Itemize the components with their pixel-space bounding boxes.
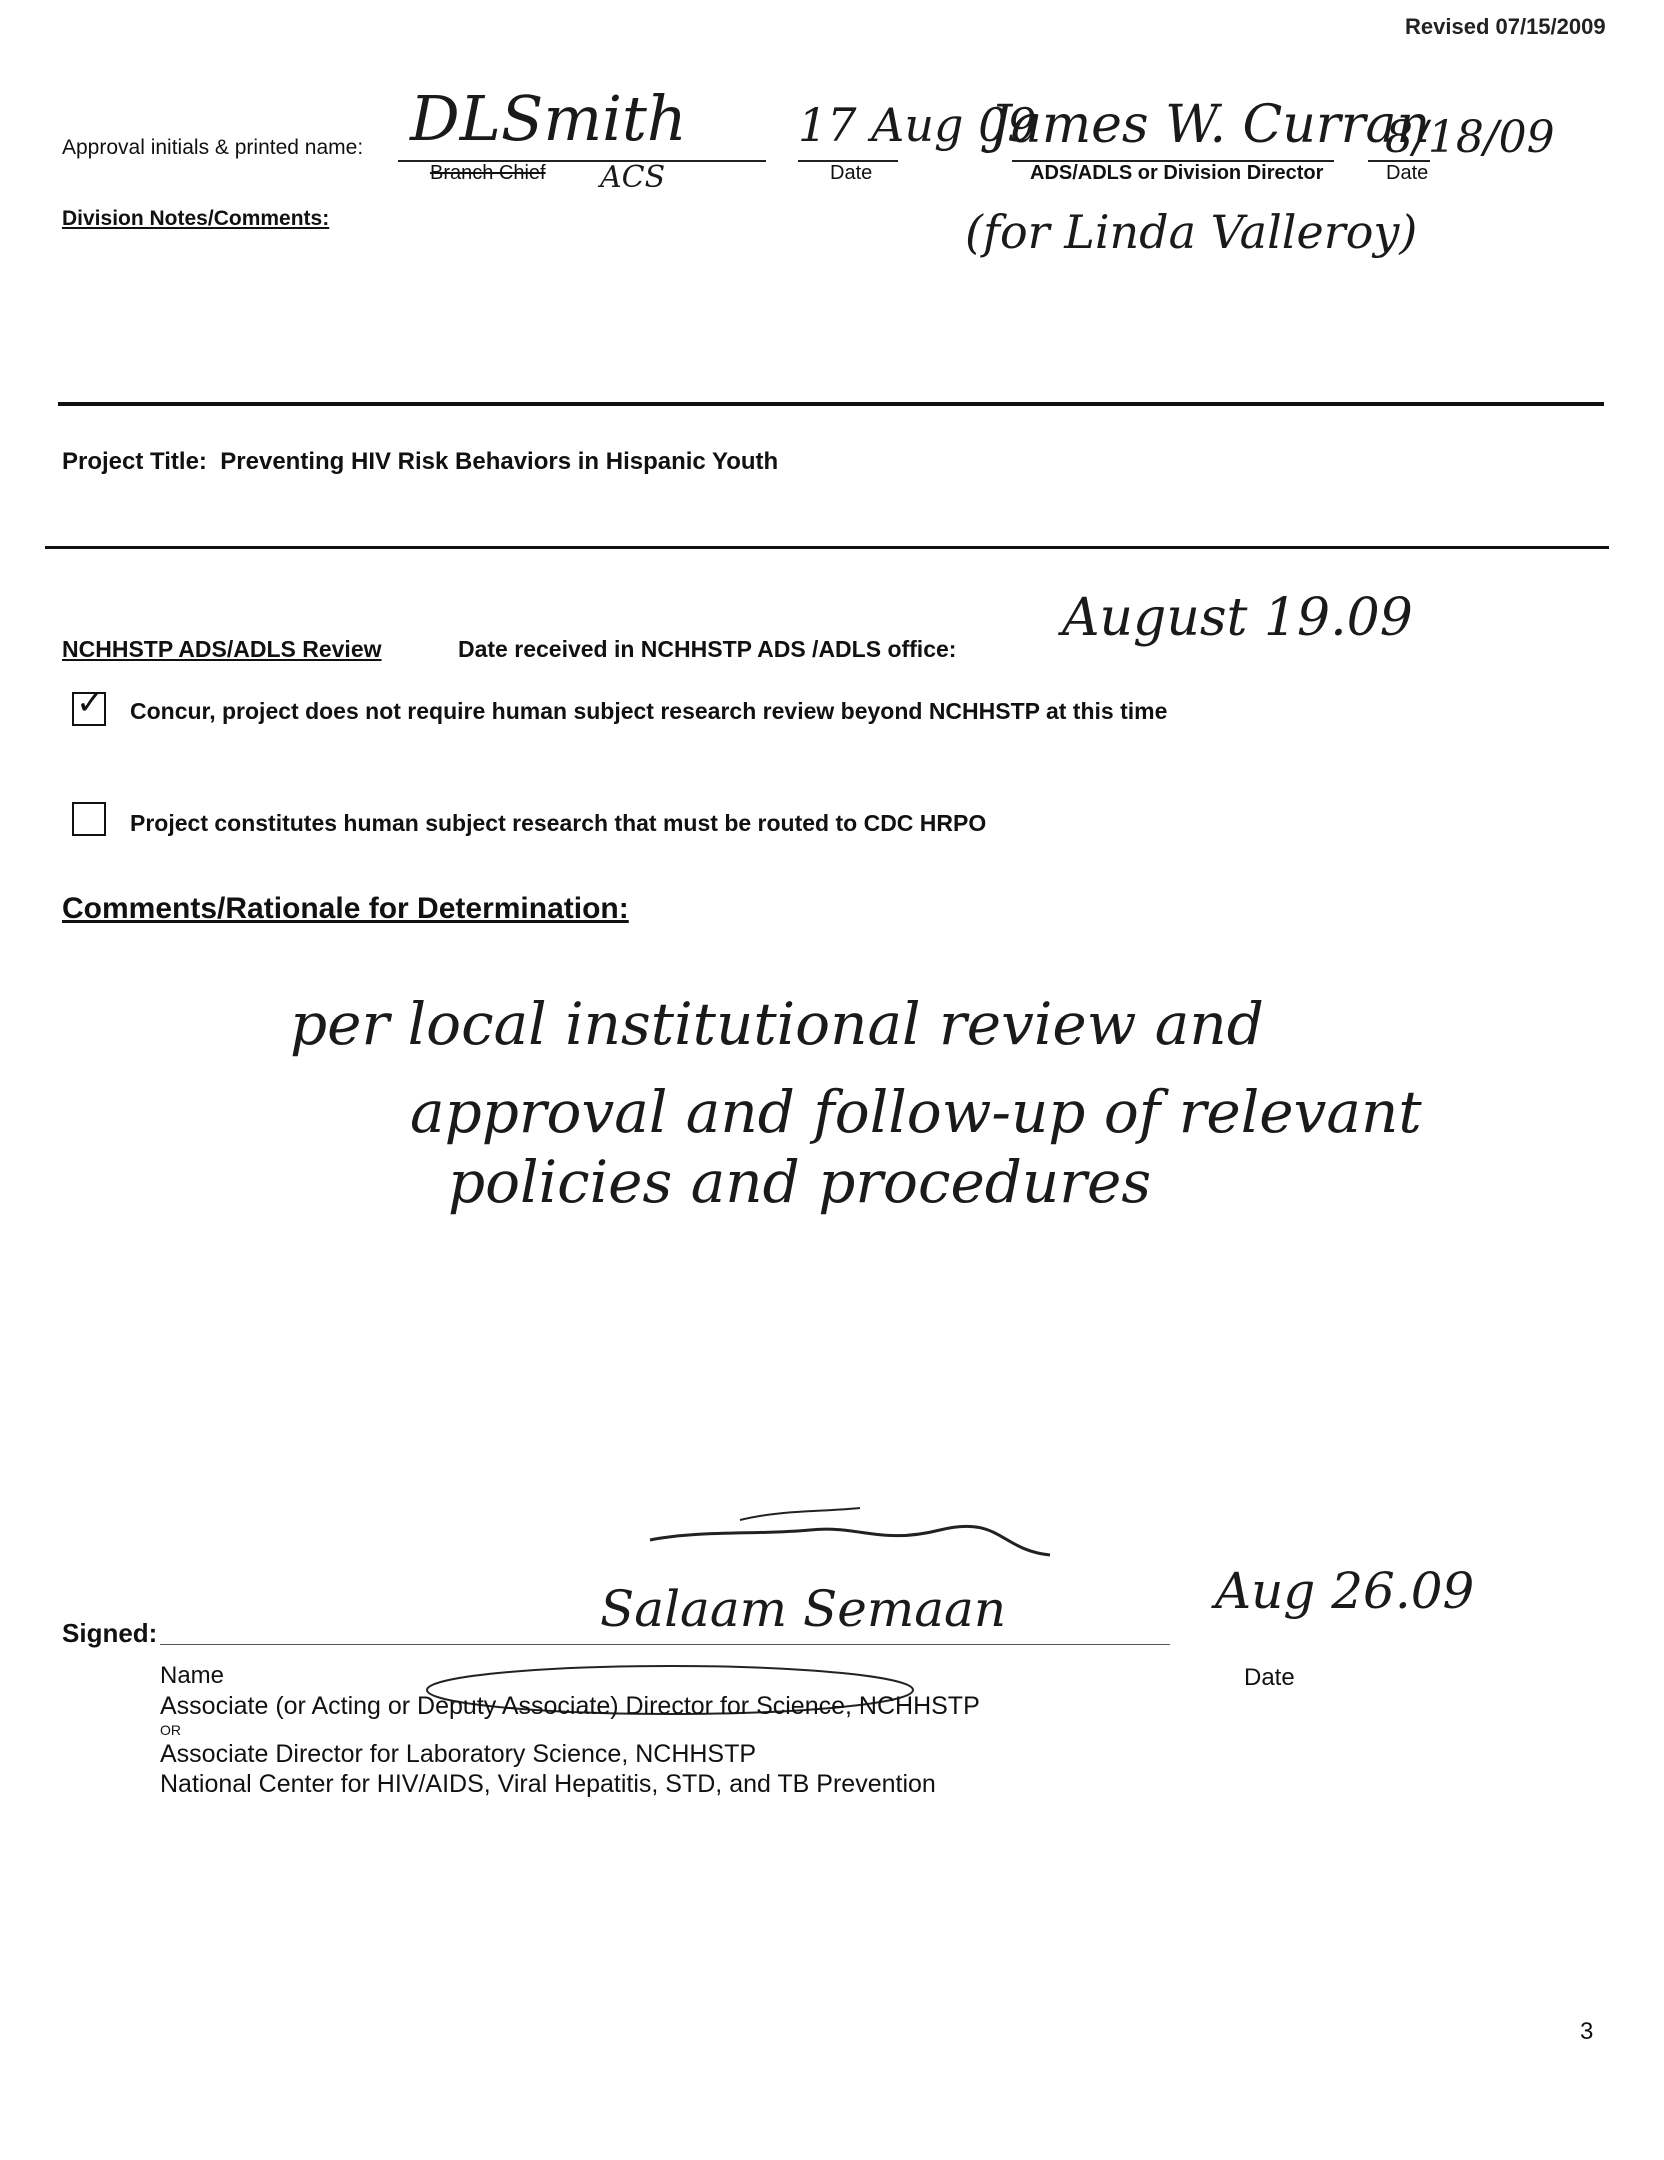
signature-line <box>160 1644 1170 1645</box>
director-signature: James W. Curran <box>990 95 1431 155</box>
signed-label: Signed: <box>62 1618 158 1648</box>
page-number: 3 <box>1580 2018 1594 2045</box>
date-received-value: August 19.09 <box>1062 588 1413 648</box>
signature-date: Aug 26.09 <box>1215 1562 1475 1620</box>
date-received-label: Date received in NCHHSTP ADS /ADLS office: <box>458 636 957 662</box>
hrpo-checkbox[interactable] <box>72 802 106 836</box>
name-caption: Name <box>160 1662 225 1689</box>
director-caption: ADS/ADLS or Division Director <box>1030 162 1324 184</box>
division-notes-label: Division Notes/Comments: <box>62 207 330 230</box>
signer-title-2: Associate Director for Laboratory Science, NCHHSTP <box>160 1740 757 1768</box>
section-divider-2 <box>45 546 1609 549</box>
section-divider-1 <box>58 402 1604 406</box>
branch-chief-initials: DLSmith <box>410 82 687 155</box>
approval-date-1: 17 Aug 09 <box>798 98 1037 152</box>
revision-date: Revised 07/15/2009 <box>1405 14 1606 39</box>
or-label: OR <box>160 1722 181 1738</box>
branch-chief-caption: Branch Chief <box>430 162 546 184</box>
approval-date-2: 8/18/09 <box>1385 112 1555 163</box>
signer-title-1: Associate (or Acting or Deputy Associate) Director for Science, NCHHSTP <box>160 1692 980 1720</box>
concur-label: Concur, project does not require human subject research review beyond NCHHSTP at this time <box>130 698 1168 724</box>
date-caption-signature: Date <box>1244 1664 1295 1691</box>
comment-line-3: policies and procedures <box>448 1148 1152 1216</box>
project-title-label: Project Title: <box>62 448 207 475</box>
signer-title-3: National Center for HIV/AIDS, Viral Hepatitis, STD, and TB Prevention <box>160 1770 936 1798</box>
project-title-value: Preventing HIV Risk Behaviors in Hispanic Youth <box>220 448 779 475</box>
review-heading: NCHHSTP ADS/ADLS Review <box>62 636 382 662</box>
director-note: (for Linda Valleroy) <box>965 205 1418 259</box>
hrpo-label: Project constitutes human subject research that must be routed to CDC HRPO <box>130 810 987 836</box>
date-caption-1: Date <box>830 162 873 184</box>
project-title-row <box>62 448 778 476</box>
signature-scribble <box>640 1500 1060 1580</box>
comment-line-2: approval and follow-up of relevant <box>410 1078 1422 1146</box>
comments-heading: Comments/Rationale for Determination: <box>62 892 629 925</box>
date-caption-2: Date <box>1386 162 1429 184</box>
branch-chief-note: ACS <box>600 160 666 195</box>
signer-name: Salaam Semaan <box>600 1580 1007 1638</box>
concur-checkbox[interactable] <box>72 683 106 726</box>
approval-label: Approval initials & printed name: <box>62 136 364 159</box>
comment-line-1: per local institutional review and <box>290 990 1264 1058</box>
checkmark-icon: ✓ <box>76 683 105 723</box>
